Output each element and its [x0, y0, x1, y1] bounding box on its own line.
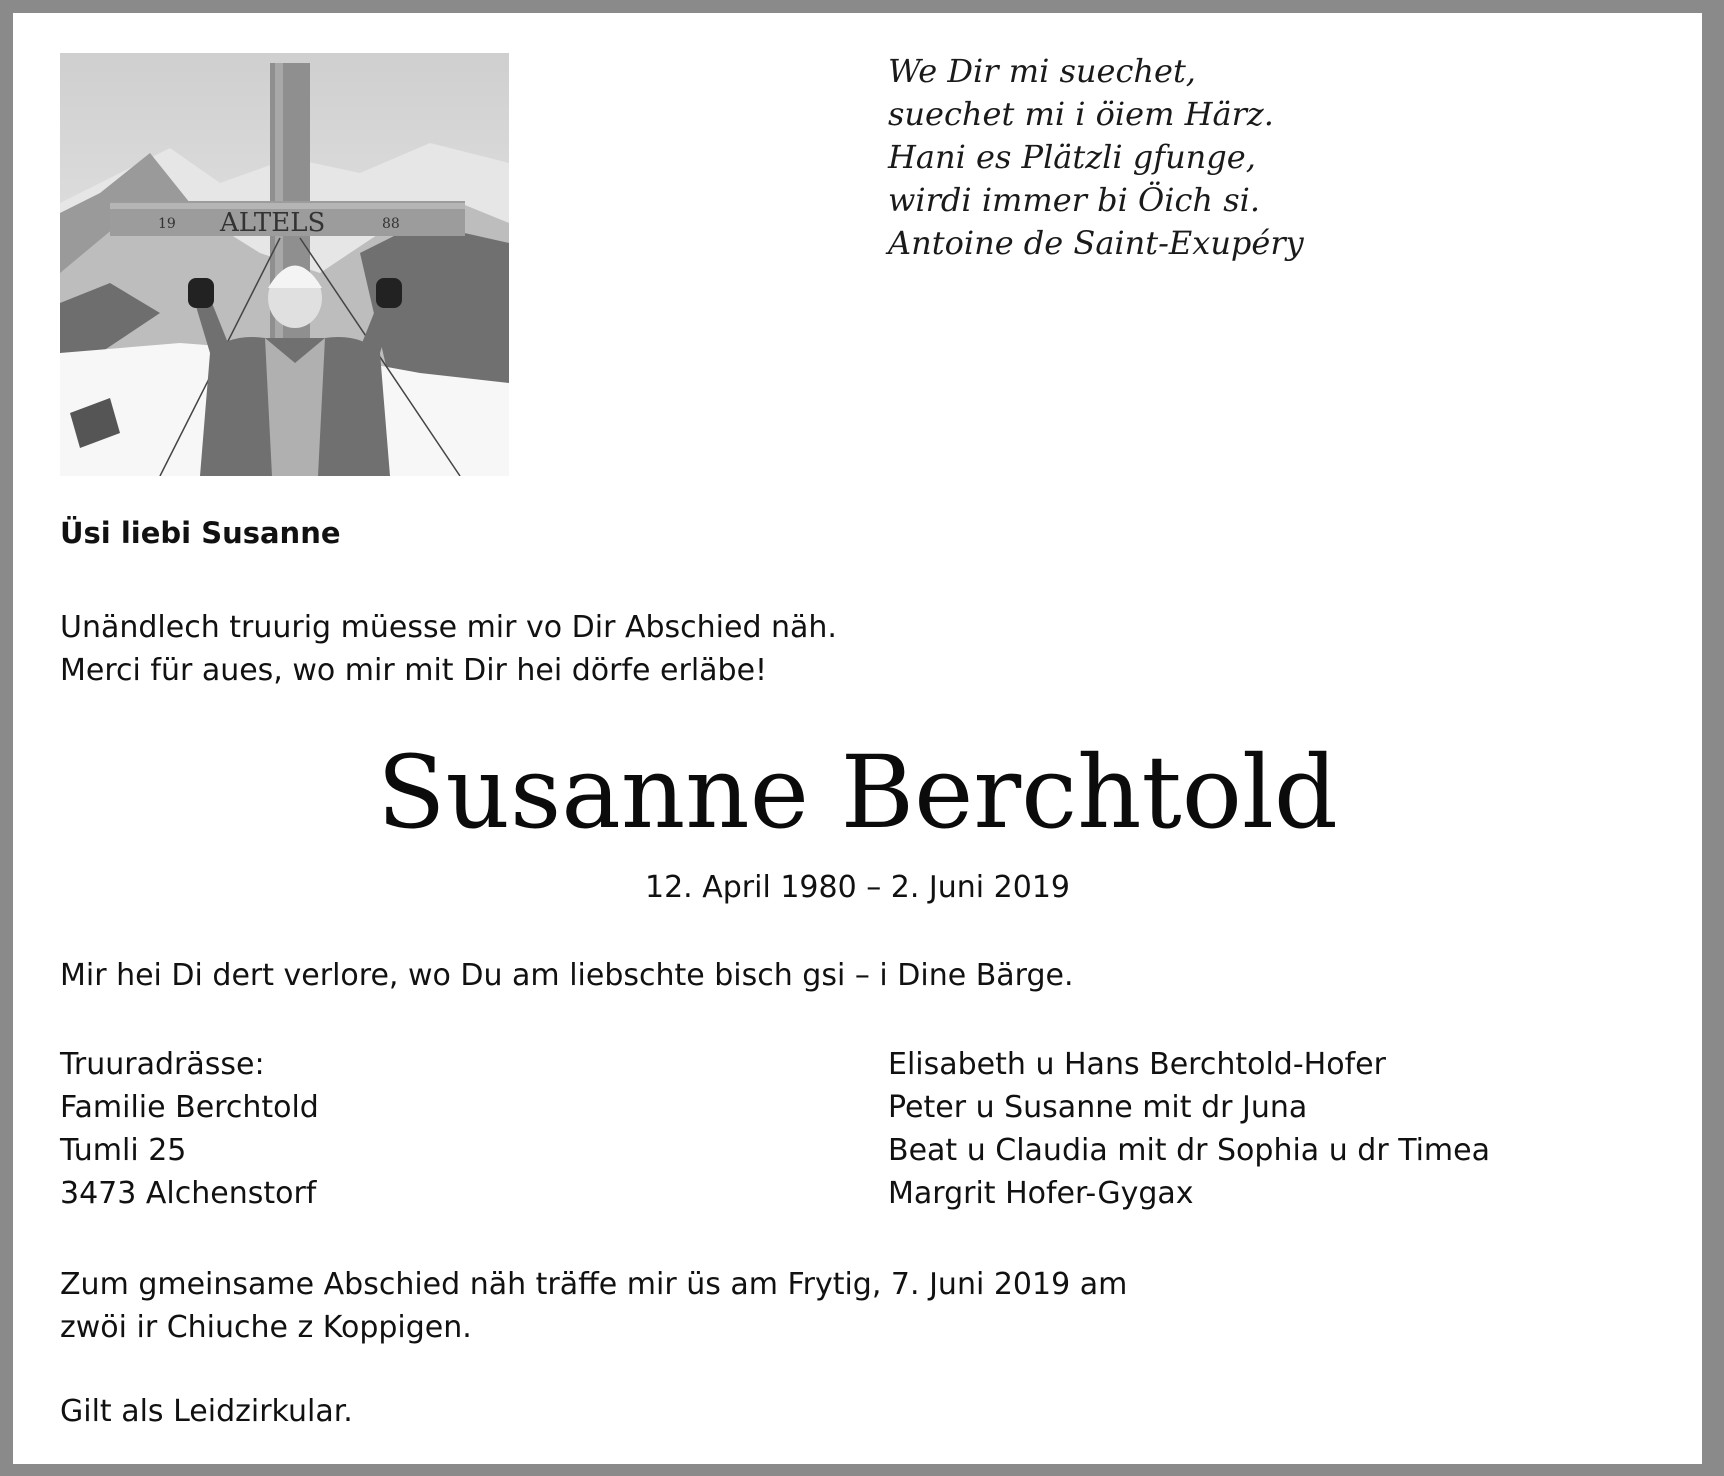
farewell-line: zwöi ir Chiuche z Koppigen. [60, 1310, 472, 1345]
deceased-name: Susanne Berchtold [377, 734, 1338, 851]
family-member: Margrit Hofer-Gygax [888, 1176, 1194, 1211]
memorial-photo [60, 53, 509, 476]
greeting-heading: Üsi liebi Susanne [60, 516, 341, 550]
farewell-line: Zum gmeinsame Abschied näh träffe mir üs am Frytig, 7. Juni 2019 am [60, 1267, 1128, 1302]
intro-text [60, 606, 837, 692]
address-line: Familie Berchtold [60, 1090, 319, 1125]
poem-line: Hani es Plätzli gfunge, [888, 138, 1256, 176]
intro-line: Unändlech truurig müesse mir vo Dir Abschied näh. [60, 610, 837, 645]
circular-note: Gilt als Leidzirkular. [60, 1394, 353, 1429]
family-member: Elisabeth u Hans Berchtold-Hofer [888, 1047, 1386, 1082]
family-member: Peter u Susanne mit dr Juna [888, 1090, 1308, 1125]
obituary-sheet [13, 13, 1702, 1464]
poem-line: We Dir mi suechet, [888, 52, 1196, 90]
farewell-text [60, 1263, 1127, 1349]
cross-year-left: 19 [158, 216, 176, 232]
intro-line: Merci für aues, wo mir mit Dir hei dörfe erläbe! [60, 653, 768, 688]
mourning-address [60, 1043, 319, 1215]
address-line: 3473 Alchenstorf [60, 1176, 317, 1211]
loss-text: Mir hei Di dert verlore, wo Du am liebschte bisch gsi – i Dine Bärge. [60, 958, 1074, 993]
address-line: Tumli 25 [60, 1133, 187, 1168]
family-list [888, 1043, 1490, 1215]
poem-line: wirdi immer bi Öich si. [888, 181, 1261, 219]
life-dates: 12. April 1980 – 2. Juni 2019 [644, 870, 1071, 905]
poem-line: suechet mi i öiem Härz. [888, 95, 1274, 133]
family-member: Beat u Claudia mit dr Sophia u dr Timea [888, 1133, 1490, 1168]
poem-quote [888, 50, 1304, 265]
cross-sign: ALTELS [220, 208, 326, 238]
address-label: Truuradrässe: [60, 1047, 265, 1082]
poem-author: Antoine de Saint-Exupéry [888, 224, 1304, 262]
summit-cross-photo-icon [60, 53, 509, 476]
cross-year-right: 88 [382, 216, 400, 232]
